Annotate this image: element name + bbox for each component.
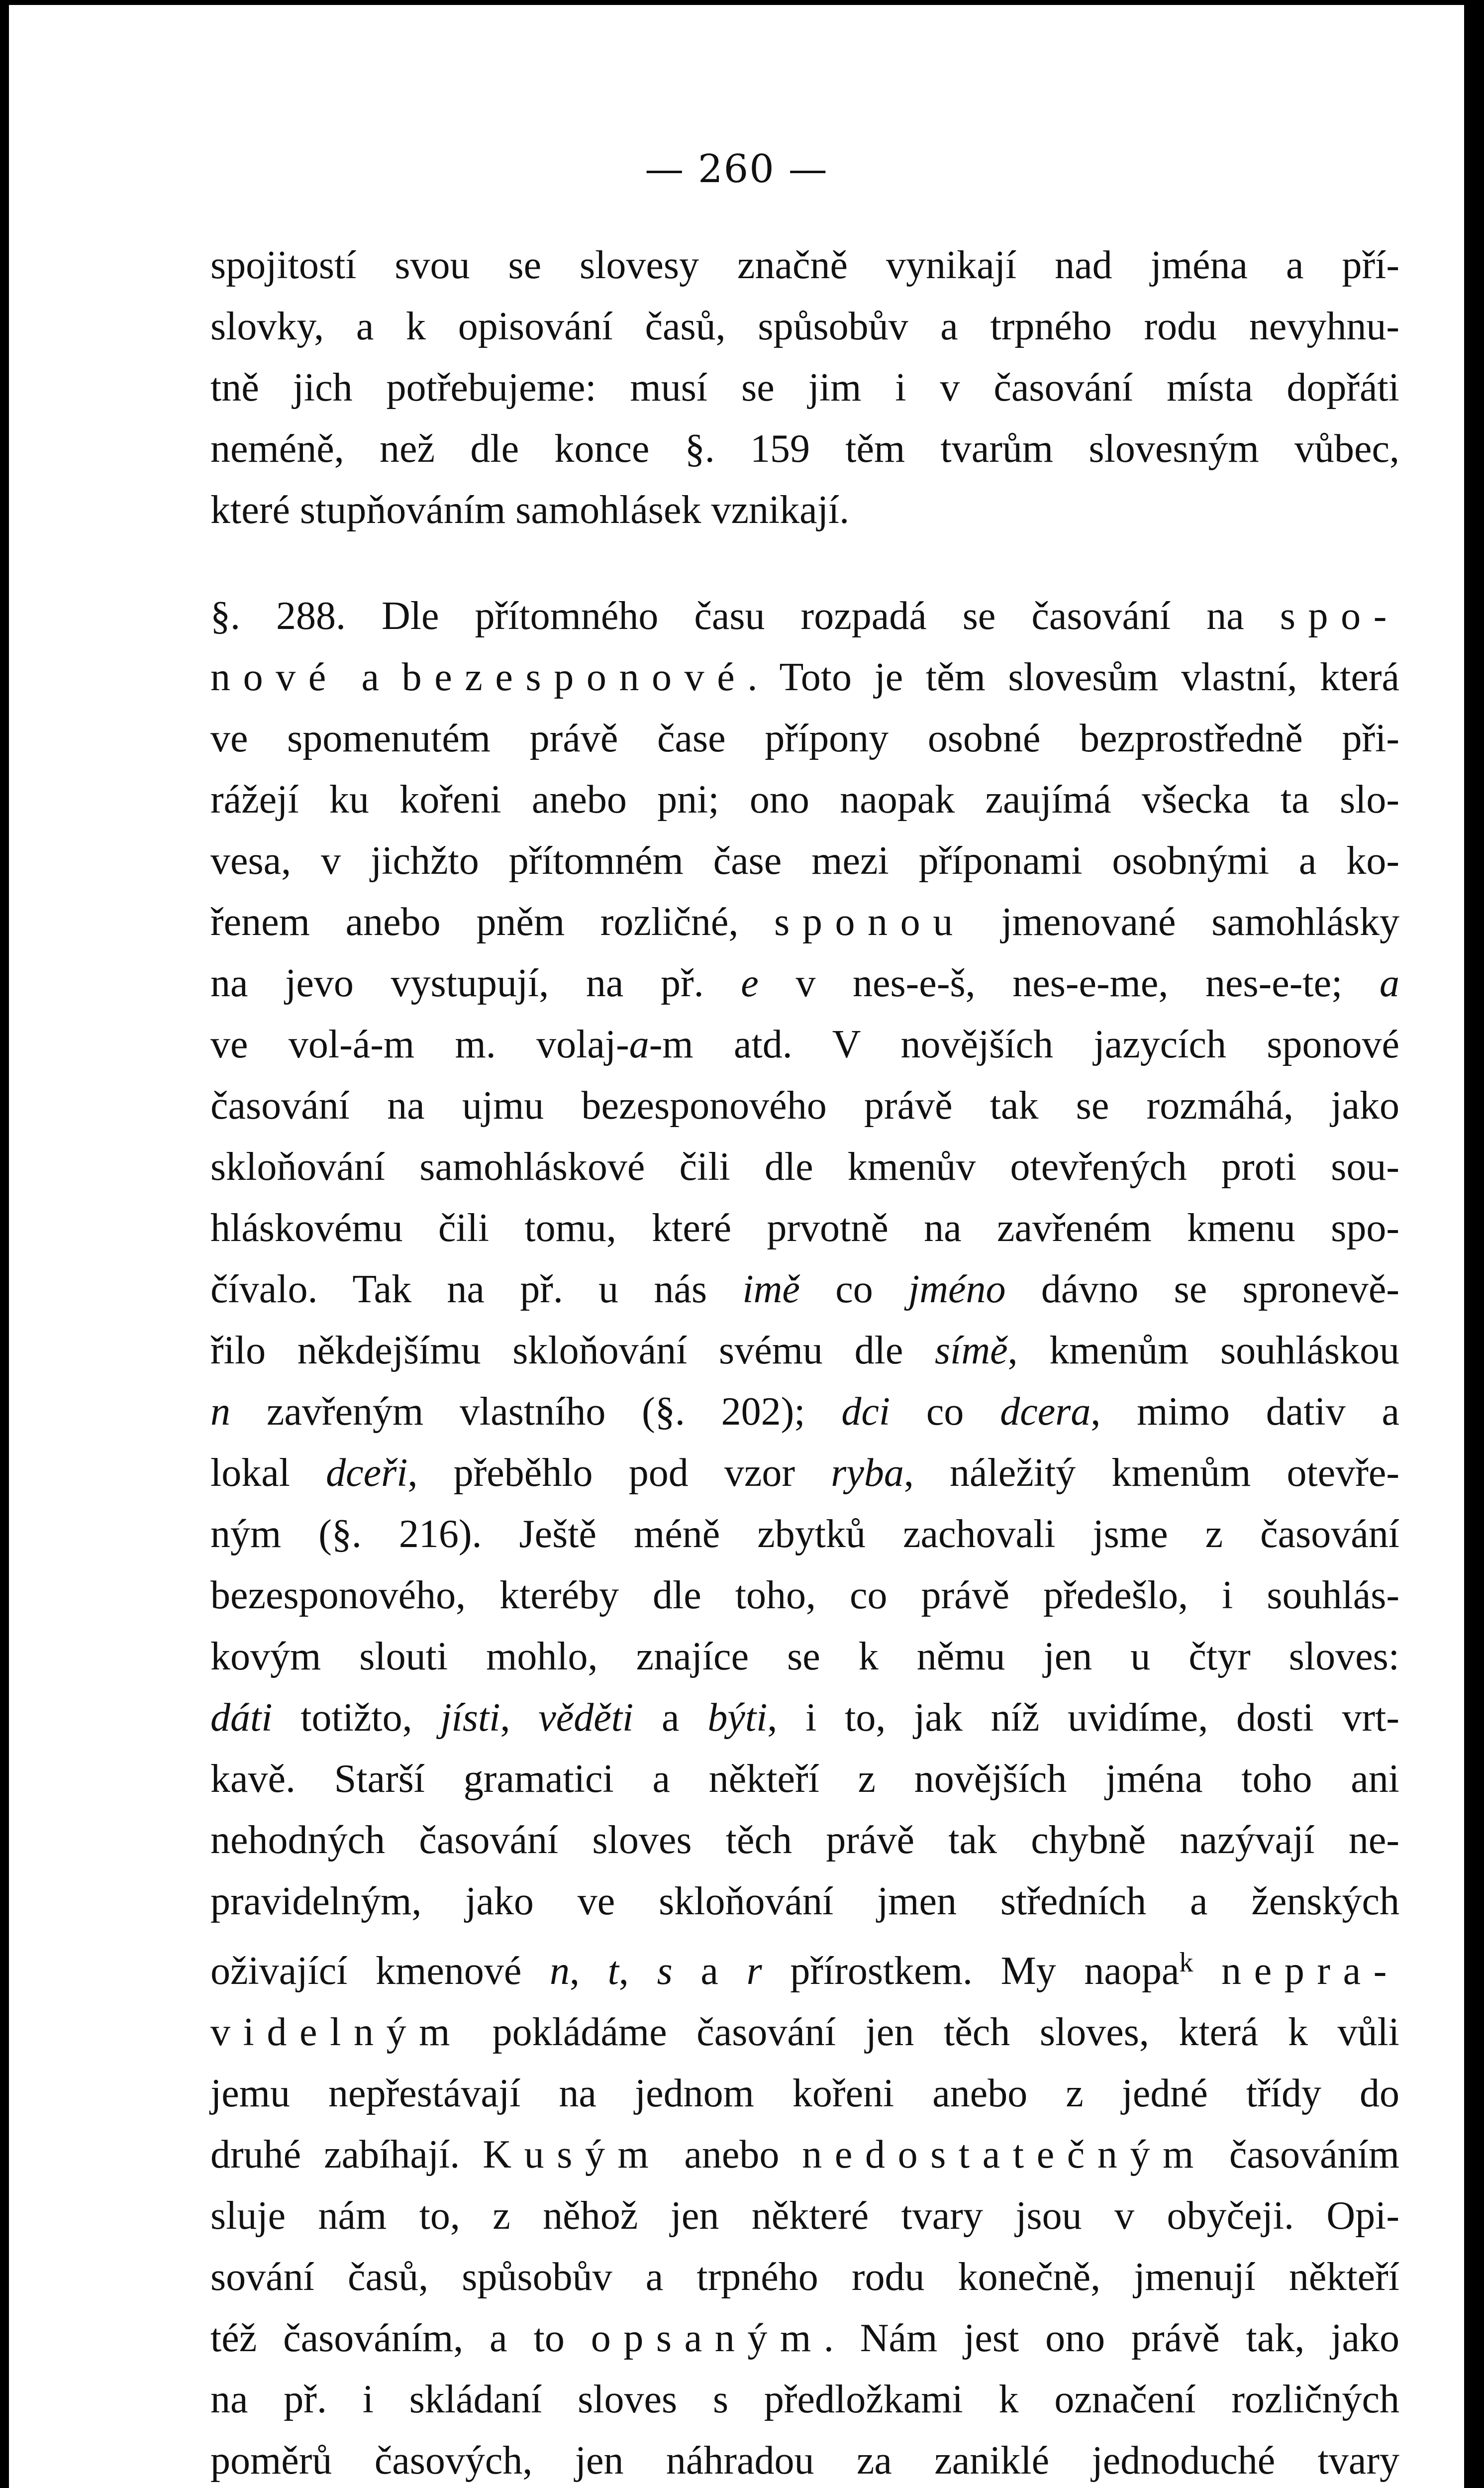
text-span: . Toto je těm slovesům vlastní, která	[747, 655, 1400, 699]
paragraph-continued	[210, 235, 1399, 541]
text-span: pokládáme časování jen těch sloves, která k vůli	[463, 2010, 1399, 2055]
text-span: jmenované samohlásky	[965, 900, 1400, 944]
italic-term: dceři	[326, 1451, 408, 1495]
text-line: bezesponového, kteréby dle toho, co právě předešlo, i souhlás-	[210, 1573, 1399, 1617]
text-span: co	[799, 1267, 909, 1311]
raised-letter: k	[1179, 1947, 1193, 1978]
spaced-term: nepra-	[1221, 1949, 1400, 1993]
text-span: řilo někdejšímu skloňování svému dle	[210, 1329, 935, 1372]
text-line	[210, 1259, 1399, 1320]
text-span: a	[672, 1949, 747, 1993]
paragraph-section-288	[210, 586, 1399, 2488]
text-line: vesa, v jichžto přítomném čase mezi příponami osobnými a ko-	[210, 839, 1399, 883]
text-line: pravidelným, jako ve skloňování jmen středních a ženských	[210, 1879, 1399, 1923]
text-span: řenem anebo pněm rozličné,	[210, 900, 775, 944]
italic-term: ryba	[831, 1451, 904, 1495]
text-span: , i to, jak níž uvidíme, dosti vrt-	[767, 1696, 1400, 1740]
text-line	[210, 1320, 1399, 1381]
italic-term: dáti	[210, 1696, 273, 1740]
text-line	[210, 586, 1399, 647]
book-page	[9, 5, 1464, 2488]
text-span: , mimo dativ a	[1090, 1390, 1399, 1434]
text-span: druhé zabíhají.	[210, 2133, 483, 2177]
text-line	[210, 953, 1399, 1014]
text-span: lokal	[210, 1451, 326, 1495]
text-line: sluje nám to, z něhož jen některé tvary jsou v obyčeji. Opi-	[210, 2194, 1399, 2238]
text-line: poměrů časových, jen náhradou za zaniklé jednoduché tvary	[210, 2439, 1399, 2483]
text-line: kavě. Starší gramatici a někteří z novějších jména toho ani	[210, 1757, 1399, 1801]
text-span: v nes-e-š, nes-e-me, nes-e-te;	[758, 961, 1380, 1005]
italic-term: t	[607, 1949, 619, 1993]
text-line: které stupňováním samohlásek vznikají.	[210, 488, 850, 532]
text-span: a	[338, 655, 402, 699]
text-line: kovým slouti mohlo, znajíce se k němu jen u čtyr sloves:	[210, 1635, 1399, 1678]
spaced-term: bezesponové	[401, 655, 748, 699]
text-span: oživající kmenové	[210, 1949, 550, 1993]
italic-term: dci	[841, 1390, 890, 1434]
text-line: rážejí ku kořeni anebo pni; ono naopak zaujímá všecka ta slo-	[210, 778, 1399, 822]
text-span: , náležitý kmenům otevře-	[903, 1451, 1400, 1495]
page-number: — 260 —	[645, 147, 828, 192]
italic-term: a	[629, 1023, 649, 1066]
italic-term: dcera	[1000, 1390, 1091, 1434]
text-line: na př. i skládaní sloves s předložkami k označení rozličných	[210, 2378, 1399, 2422]
text-span: , kmenům souhláskou	[1007, 1329, 1399, 1372]
italic-term: n	[210, 1390, 230, 1434]
italic-term: e	[741, 961, 759, 1005]
text-span: . Nám jest ono právě tak, jako	[823, 2316, 1399, 2361]
text-span: též časováním, a to	[210, 2316, 591, 2361]
spaced-term: opsaným	[591, 2316, 824, 2361]
text-line	[210, 1443, 1399, 1504]
text-line	[210, 2002, 1399, 2063]
text-span: a	[633, 1696, 708, 1740]
text-span: ,	[570, 1949, 608, 1993]
text-line: spojitostí svou se slovesy značně vynikají nad jména a pří-	[210, 243, 1399, 287]
spaced-term: videlným	[210, 2010, 463, 2055]
italic-term: r	[746, 1949, 762, 1993]
spaced-term: Kusým	[483, 2133, 662, 2177]
text-line: neméně, než dle konce §. 159 těm tvarům slovesným vůbec,	[210, 427, 1399, 471]
spaced-term: nové	[210, 655, 339, 699]
text-span: na jevo vystupují, na př.	[210, 961, 741, 1005]
text-span	[1193, 1949, 1221, 1993]
text-span: -m atd. V novějších jazycích sponové	[649, 1023, 1399, 1066]
text-span: ,	[500, 1696, 539, 1740]
text-line: tně jich potřebujeme: musí se jim i v časování místa dopřáti	[210, 366, 1399, 410]
text-span: časováním	[1206, 2133, 1400, 2177]
italic-term: n	[550, 1949, 570, 1993]
italic-term: a	[1380, 961, 1399, 1005]
text-line: nehodných časování sloves těch právě tak chybně nazývají ne-	[210, 1818, 1399, 1862]
text-span: čívalo. Tak na př. u nás	[210, 1267, 743, 1311]
text-line: hláskovému čili tomu, které prvotně na zavřeném kmenu spo-	[210, 1206, 1399, 1250]
italic-term: s	[657, 1949, 673, 1993]
text-line: jemu nepřestávají na jednom kořeni anebo z jedné třídy do	[210, 2072, 1399, 2116]
text-line: časování na ujmu bezesponového právě tak se rozmáhá, jako	[210, 1084, 1399, 1128]
page-edge-shadow	[1464, 0, 1484, 2488]
text-line	[210, 1381, 1399, 1443]
italic-term: býti	[707, 1696, 768, 1740]
text-line	[210, 2308, 1399, 2369]
text-span: co	[890, 1390, 1000, 1434]
text-span: , přeběhlo pod vzor	[407, 1451, 831, 1495]
italic-term: símě	[935, 1329, 1008, 1372]
italic-term: imě	[742, 1267, 800, 1311]
text-span: zavřeným vlastního (§. 202);	[230, 1390, 842, 1434]
text-line	[210, 1687, 1399, 1749]
text-line: sování časů, spůsobův a trpného rodu konečně, jmenují někteří	[210, 2255, 1399, 2299]
text-line: skloňování samohláskové čili dle kmenův otevřených proti sou-	[210, 1145, 1399, 1189]
text-span: dávno se spronevě-	[1005, 1267, 1399, 1311]
spaced-term: spo-	[1280, 594, 1399, 638]
italic-term: jméno	[908, 1267, 1006, 1311]
text-line	[210, 2124, 1399, 2185]
text-span: anebo	[661, 2133, 802, 2177]
text-line: ným (§. 216). Ještě méně zbytků zachovali jsme z časování	[210, 1512, 1399, 1556]
spaced-term: sponou	[774, 900, 966, 944]
text-line	[210, 892, 1399, 953]
text-line	[210, 1932, 1399, 2002]
text-span: přírostkem. My naopa	[762, 1949, 1180, 1993]
text-span: ve vol-á-m m. volaj-	[210, 1023, 629, 1066]
text-span: ,	[618, 1949, 657, 1993]
text-span: §. 288. Dle přítomného času rozpadá se časování na	[210, 594, 1280, 638]
italic-term: věděti	[538, 1696, 634, 1740]
text-line: ve spomenutém právě čase přípony osobné bezprostředně při-	[210, 717, 1399, 760]
spaced-term: nedostatečným	[802, 2133, 1206, 2177]
italic-term: jísti	[440, 1696, 500, 1740]
text-line	[210, 1014, 1399, 1075]
text-line: slovky, a k opisování časů, spůsobův a trpného rodu nevyhnu-	[210, 305, 1399, 348]
text-span: totižto,	[272, 1696, 441, 1740]
text-line	[210, 647, 1399, 708]
